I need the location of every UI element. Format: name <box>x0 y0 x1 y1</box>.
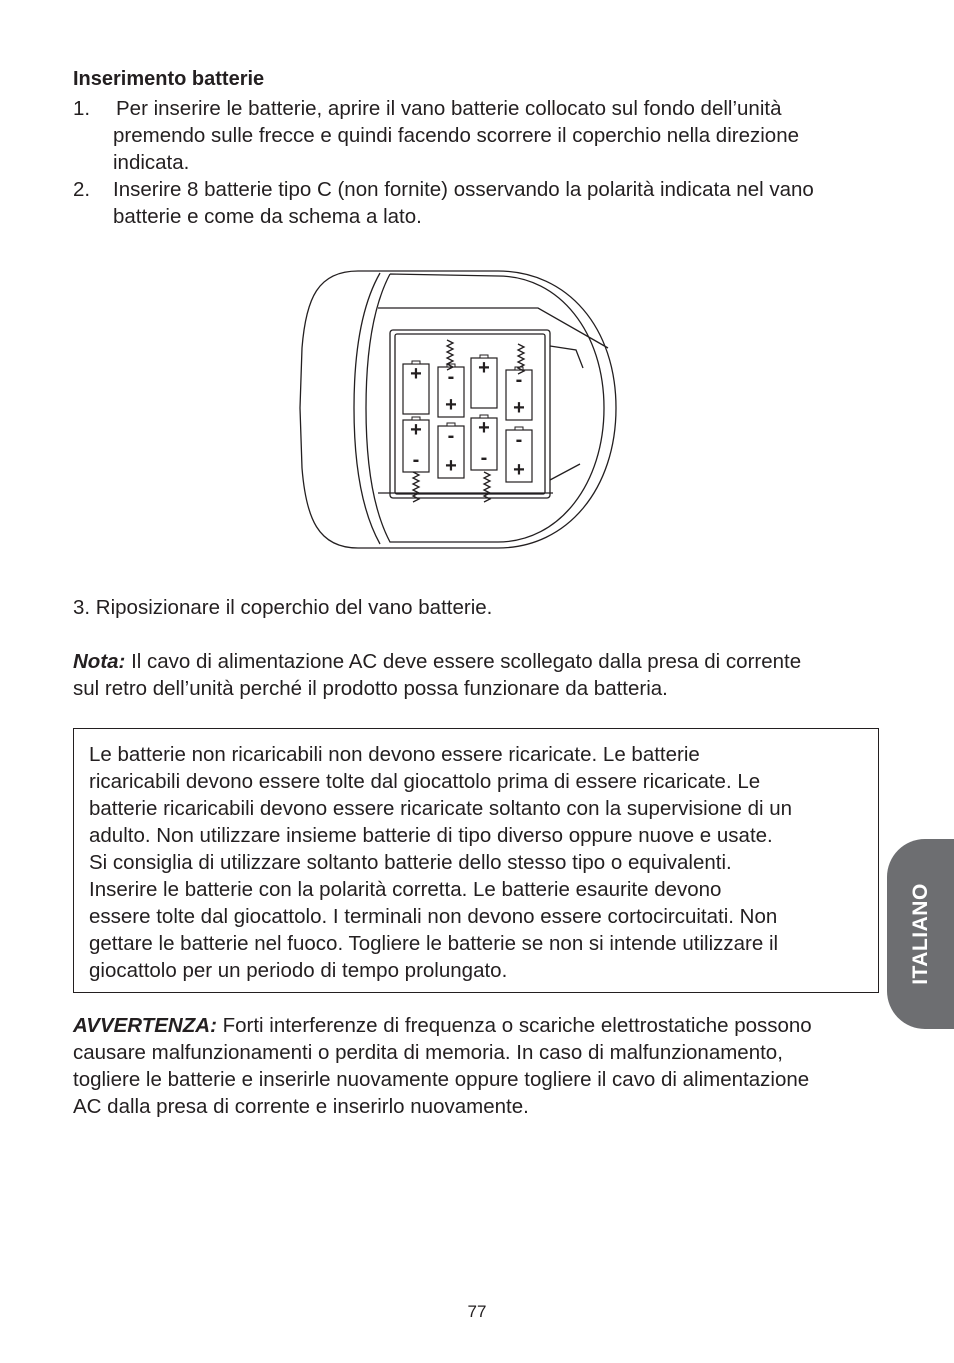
step-text-cont: indicata. <box>113 151 190 174</box>
polarity-label: + <box>445 455 457 477</box>
warning-paragraph <box>73 1012 812 1039</box>
step-text: Per inserire le batterie, aprire il vano batterie collocato sul fondo dell’unità <box>116 97 782 120</box>
polarity-label: - <box>515 369 523 391</box>
polarity-label: + <box>478 417 490 439</box>
step-number: 2. <box>73 178 91 201</box>
warning-paragraph-text: Forti interferenze di frequenza o scariche elettrostatiche possono <box>216 1014 812 1037</box>
warning-line: Inserire le batterie con la polarità corretta. Le batterie esaurite devono <box>89 878 722 901</box>
warning-line: giocattolo per un periodo di tempo prolungato. <box>89 959 508 982</box>
polarity-label: - <box>412 449 420 471</box>
polarity-label: - <box>447 425 455 447</box>
language-tab-label: ITALIANO <box>908 883 932 985</box>
language-tab <box>887 839 954 1029</box>
warning-line: ricaricabili devono essere tolte dal giocattolo prima di essere ricaricate. Le <box>89 770 761 793</box>
polarity-label: + <box>410 419 422 441</box>
battery-warning-box <box>73 728 879 993</box>
note-label: Nota: <box>73 650 126 673</box>
warning-line: Si consiglia di utilizzare soltanto batterie dello stesso tipo o equivalenti. <box>89 851 732 874</box>
battery-compartment-diagram <box>298 268 620 552</box>
warning-line: Le batterie non ricaricabili non devono essere ricaricate. Le batterie <box>89 743 700 766</box>
polarity-label: - <box>480 447 488 469</box>
batteries-group <box>403 340 532 502</box>
note-text-cont: sul retro dell’unità perché il prodotto possa funzionare da batteria. <box>73 677 668 700</box>
warning-label: AVVERTENZA: <box>73 1014 217 1037</box>
polarity-label: - <box>447 366 455 388</box>
polarity-label: + <box>410 363 422 385</box>
warning-line: batterie ricaricabili devono essere ricaricate soltanto con la supervisione di un <box>89 797 793 820</box>
note-paragraph <box>73 648 801 675</box>
polarity-label: - <box>515 429 523 451</box>
warning-paragraph-cont: causare malfunzionamenti o perdita di memoria. In caso di malfunzionamento, <box>73 1041 783 1064</box>
polarity-label: + <box>478 357 490 379</box>
battery-diagram-svg <box>298 268 620 552</box>
warning-line: essere tolte dal giocattolo. I terminali non devono essere cortocircuitati. Non <box>89 905 778 928</box>
polarity-label: + <box>513 397 525 419</box>
polarity-label: + <box>445 394 457 416</box>
step-text-cont: premendo sulle frecce e quindi facendo scorrere il coperchio nella direzione <box>113 124 799 147</box>
step-text: Inserire 8 batterie tipo C (non fornite) osservando la polarità indicata nel vano <box>113 178 814 201</box>
warning-paragraph-cont: togliere le batterie e inserirle nuovamente oppure togliere il cavo di alimentazione <box>73 1068 810 1091</box>
page-number: 77 <box>467 1302 487 1321</box>
polarity-label: + <box>513 459 525 481</box>
warning-text <box>89 741 879 984</box>
step-text-cont: batterie e come da schema a lato. <box>113 205 422 228</box>
warning-paragraph-cont: AC dalla presa di corrente e inserirlo nuovamente. <box>73 1095 529 1118</box>
section-heading: Inserimento batterie <box>73 68 265 90</box>
warning-line: gettare le batterie nel fuoco. Togliere le batterie se non si intende utilizzare il <box>89 932 779 955</box>
step-3-text: 3. Riposizionare il coperchio del vano batterie. <box>73 596 493 619</box>
step-number: 1. <box>73 97 91 120</box>
note-text: Il cavo di alimentazione AC deve essere scollegato dalla presa di corrente <box>125 650 802 673</box>
warning-line: adulto. Non utilizzare insieme batterie di tipo diverso oppure nuove e usate. <box>89 824 773 847</box>
